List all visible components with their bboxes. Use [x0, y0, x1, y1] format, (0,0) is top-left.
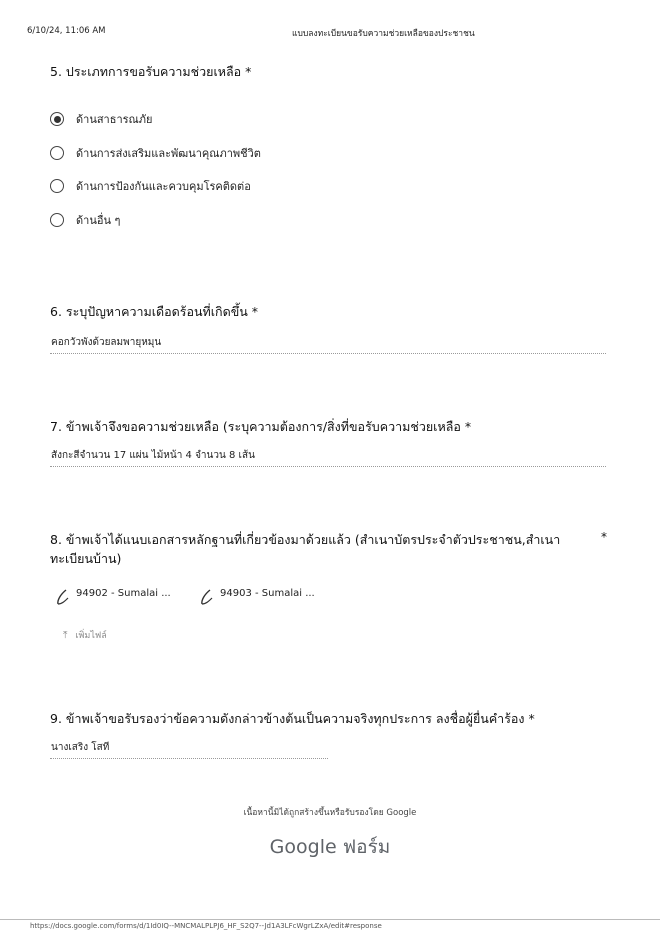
add-file-button[interactable]	[63, 628, 107, 642]
radio-option-label: ด้านอื่น ๆ	[76, 214, 121, 227]
file-check-icon	[56, 588, 73, 606]
question-7-title: 7. ข้าพเจ้าจึงขอความช่วยเหลือ (ระบุความต้องการ/สิ่งที่ขอรับความช่วยเหลือ *	[50, 419, 472, 434]
print-url: https://docs.google.com/forms/d/1Id0IQ--MNCMALPLPJ6_HF_S2Q7--Jd1A3LFcWgrLZxA/edit#response	[30, 922, 382, 930]
answer-underline	[50, 353, 606, 354]
answer-underline	[50, 758, 328, 759]
google-forms-logo[interactable]: Google ฟอร์ม	[269, 836, 391, 858]
radio-option-label: ด้านสาธารณภัย	[76, 113, 153, 126]
question-9-title: 9. ข้าพเจ้าขอรับรองว่าข้อความดังกล่าวข้างต้นเป็นความจริงทุกประการ ลงชื่อผู้ยื่นคำร้อง *	[50, 711, 535, 726]
radio-option-3[interactable]	[50, 177, 251, 195]
question-9-answer[interactable]: นางเสริง โสที	[51, 742, 110, 753]
question-8-title-line2: ทะเบียนบ้าน)	[50, 551, 122, 566]
question-5-title: 5. ประเภทการขอรับความช่วยเหลือ *	[50, 64, 252, 79]
file-name: 94903 - Sumalai ...	[220, 588, 315, 599]
disclaimer-text: เนื้อหานี้มิได้ถูกสร้างขึ้นหรือรับรองโดย Google	[243, 808, 417, 818]
print-form-title: แบบลงทะเบียนขอรับความช่วยเหลือของประชาชน	[292, 29, 475, 39]
question-6-title: 6. ระบุปัญหาความเดือดร้อนที่เกิดขึ้น *	[50, 304, 259, 319]
upload-icon: ⤒	[63, 629, 68, 641]
radio-option-1[interactable]	[50, 110, 152, 128]
radio-option-label: ด้านการส่งเสริมและพัฒนาคุณภาพชีวิต	[76, 147, 261, 160]
question-6-answer[interactable]: คอกวัวพังด้วยลมพายุหมุน	[51, 337, 162, 348]
radio-option-label: ด้านการป้องกันและควบคุมโรคติดต่อ	[76, 180, 251, 193]
radio-option-2[interactable]	[50, 144, 261, 162]
file-check-icon	[200, 588, 217, 606]
print-datetime: 6/10/24, 11:06 AM	[27, 26, 106, 36]
radio-selected-icon[interactable]	[50, 112, 64, 126]
file-name: 94902 - Sumalai ...	[76, 588, 171, 599]
question-8-title-line1: 8. ข้าพเจ้าได้แนบเอกสารหลักฐานที่เกี่ยวข้องมาด้วยแล้ว (สำเนาบัตรประจำตัวประชาชน,สำเนา	[50, 532, 561, 547]
print-footer-divider	[0, 919, 660, 920]
add-file-label: เพิ่มไฟล์	[75, 631, 107, 641]
attached-file-2[interactable]	[200, 588, 315, 606]
answer-underline	[50, 466, 606, 467]
radio-unselected-icon[interactable]	[50, 146, 64, 160]
radio-unselected-icon[interactable]	[50, 213, 64, 227]
required-mark: *	[601, 530, 607, 544]
question-7-answer[interactable]: สังกะสีจำนวน 17 แผ่น ไม้หน้า 4 จำนวน 8 เส้น	[51, 450, 255, 461]
radio-option-4[interactable]	[50, 211, 120, 229]
attached-file-1[interactable]	[56, 588, 171, 606]
radio-unselected-icon[interactable]	[50, 179, 64, 193]
